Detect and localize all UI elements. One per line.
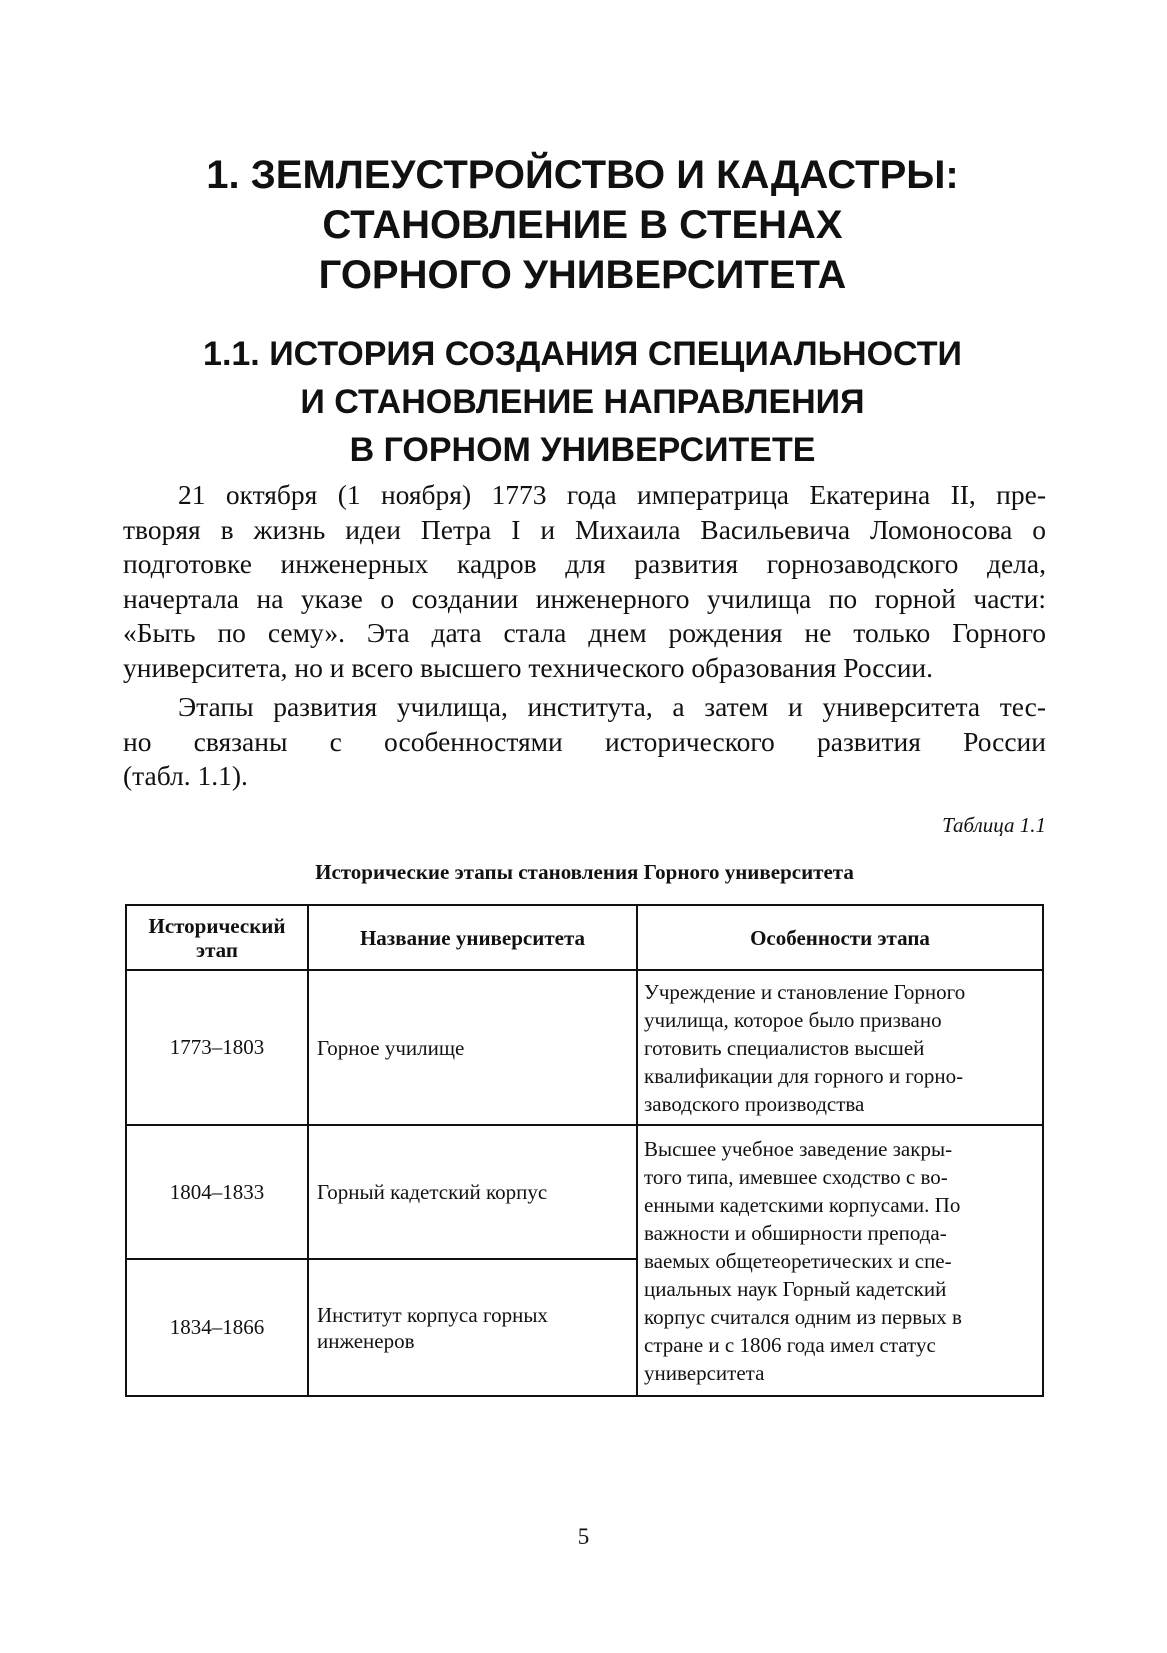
paragraph-line: творяя в жизнь идеи Петра I и Михаила Васильевича Ломоносова о xyxy=(123,513,1046,545)
cell-name: Горный кадетский корпус xyxy=(308,1125,637,1259)
table-row xyxy=(126,1125,1043,1259)
cell-period: 1804–1833 xyxy=(126,1125,308,1259)
features-line: енными кадетскими корпусами. По xyxy=(644,1192,961,1217)
table-label: Таблица 1.1 xyxy=(942,813,1046,837)
cell-features-merged xyxy=(637,1125,1043,1396)
chapter-title-line: 1. ЗЕМЛЕУСТРОЙСТВО И КАДАСТРЫ: xyxy=(206,153,959,197)
header-period-line: этап xyxy=(196,937,238,962)
features-line: училища, которое было призвано xyxy=(644,1007,942,1032)
header-period xyxy=(126,905,308,970)
table-title: Исторические этапы становления Горного университета xyxy=(315,860,854,884)
paragraph-line: 21 октября (1 ноября) 1773 года императрица Екатерина II, пре- xyxy=(178,479,1046,510)
section-title xyxy=(112,330,1053,474)
paragraph-line: (табл. 1.1). xyxy=(123,760,248,791)
features-line: стране и с 1806 года имел статус xyxy=(644,1332,936,1357)
section-title-line: И СТАНОВЛЕНИЕ НАПРАВЛЕНИЯ xyxy=(300,383,865,421)
paragraph-stages xyxy=(123,690,1046,794)
header-features: Особенности этапа xyxy=(637,905,1043,970)
features-line: ваемых общетеоретических и спе- xyxy=(644,1248,952,1273)
features-line: Высшее учебное заведение закры- xyxy=(644,1136,953,1161)
features-line: того типа, имевшее сходство с во- xyxy=(644,1164,948,1189)
paragraph-line: подготовке инженерных кадров для развития горнозаводского дела, xyxy=(123,548,1046,579)
features-line: важности и обширности препода- xyxy=(644,1220,947,1245)
header-name: Название университета xyxy=(308,905,637,970)
features-line: корпус считался одним из первых в xyxy=(644,1304,962,1329)
features-line: Учреждение и становление Горного xyxy=(644,979,966,1004)
features-line: готовить специалистов высшей xyxy=(644,1035,925,1060)
chapter-title-line: ГОРНОГО УНИВЕРСИТЕТА xyxy=(318,253,847,297)
chapter-title-line: СТАНОВЛЕНИЕ В СТЕНАХ xyxy=(322,203,843,247)
features-line: циальных наук Горный кадетский xyxy=(644,1276,947,1301)
stages-table xyxy=(125,904,1044,1397)
chapter-title xyxy=(112,150,1053,300)
page-number: 5 xyxy=(577,1524,590,1549)
cell-period: 1773–1803 xyxy=(126,970,308,1125)
paragraph-founding xyxy=(123,478,1046,685)
header-period-line: Исторический xyxy=(148,913,286,938)
features-line: университета xyxy=(644,1360,765,1385)
features-line: квалификации для горного и горно- xyxy=(644,1063,964,1088)
cell-features xyxy=(637,970,1043,1125)
section-title-line: 1.1. ИСТОРИЯ СОЗДАНИЯ СПЕЦИАЛЬНОСТИ xyxy=(203,335,962,373)
table-row xyxy=(126,970,1043,1125)
paragraph-line: Этапы развития училища, института, а затем и университета тес- xyxy=(178,691,1046,722)
cell-period: 1834–1866 xyxy=(126,1259,308,1396)
paragraph-line: но связаны с особенностями исторического развития России xyxy=(123,725,1046,757)
section-title-line: В ГОРНОМ УНИВЕРСИТЕТЕ xyxy=(349,431,816,469)
features-line: заводского производства xyxy=(644,1091,865,1116)
paragraph-line: «Быть по сему». Эта дата стала днем рождения не только Горного xyxy=(123,617,1046,648)
paragraph-line: университета, но и всего высшего технического образования России. xyxy=(123,651,934,683)
paragraph-line: начертала на указе о создании инженерного училища по горной части: xyxy=(123,582,1046,614)
cell-name: Институт корпуса горных инженеров xyxy=(308,1259,637,1396)
cell-name: Горное училище xyxy=(308,970,637,1125)
table-header-row xyxy=(126,905,1043,970)
